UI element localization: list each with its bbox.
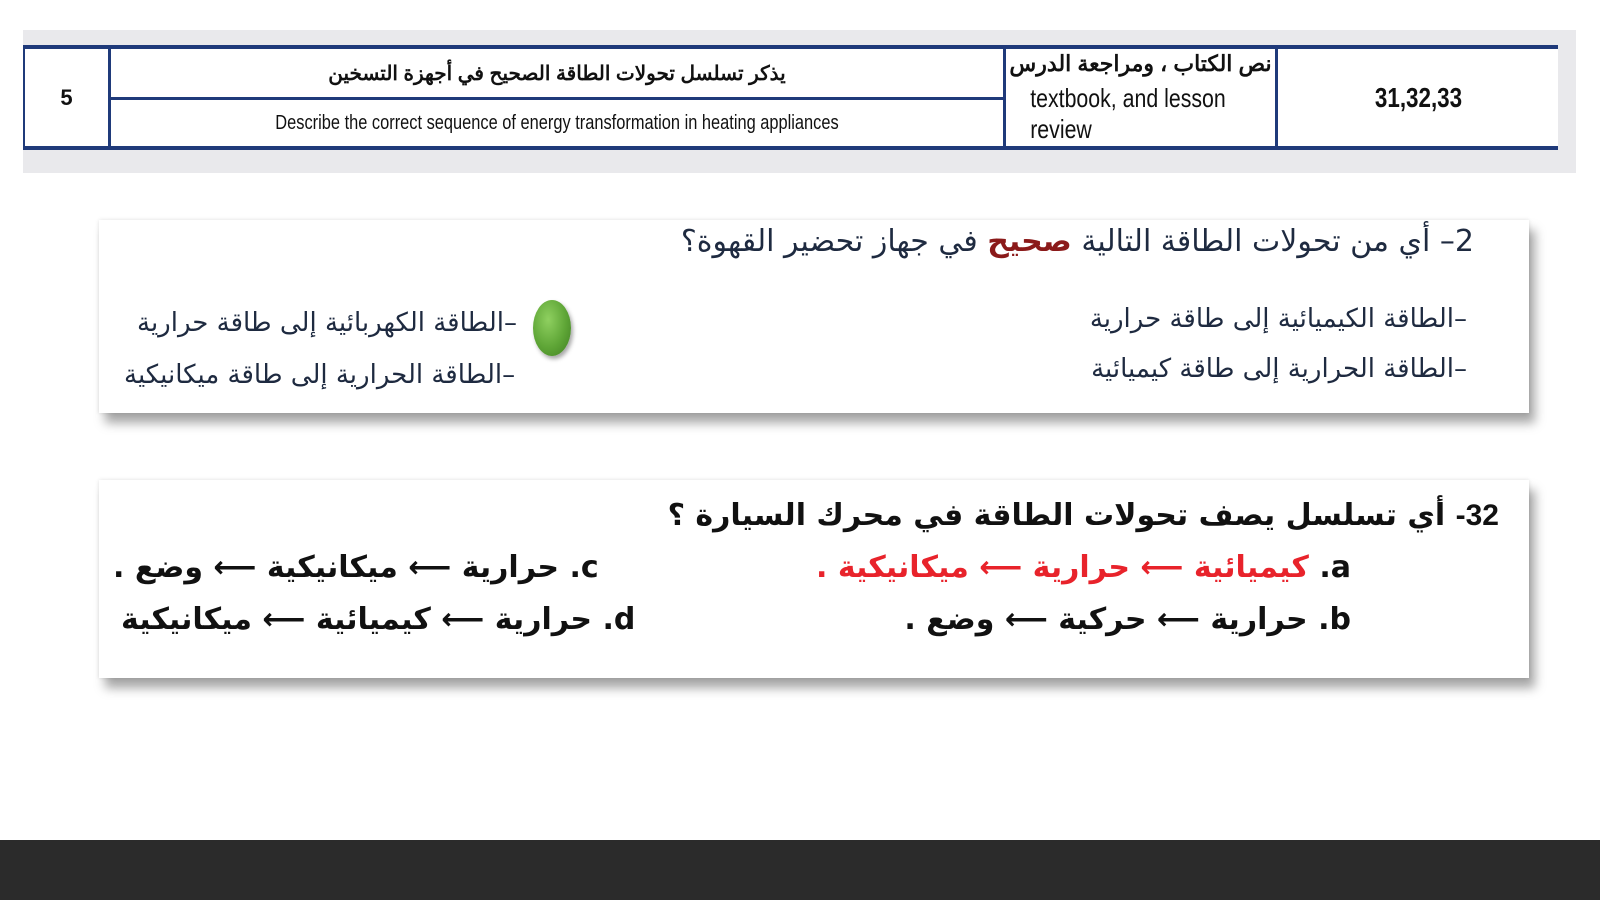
source-cell bbox=[1003, 49, 1275, 146]
option-b-letter: b. bbox=[1318, 602, 1351, 637]
source-english: textbook, and lesson review bbox=[1030, 82, 1226, 144]
objectives-table bbox=[23, 45, 1558, 150]
option-d-letter: d. bbox=[602, 602, 636, 637]
question-32-number: 32- bbox=[1455, 499, 1499, 532]
question-32-option-d[interactable] bbox=[121, 602, 635, 637]
question-32-option-c[interactable] bbox=[113, 550, 599, 585]
question-2-stem-before: أي من تحولات الطاقة التالية bbox=[1081, 224, 1431, 259]
question-32-option-a[interactable] bbox=[816, 550, 1351, 585]
question-2-stem-after: في جهاز تحضير القهوة؟ bbox=[680, 224, 978, 259]
objective-cell bbox=[108, 49, 1003, 146]
page-numbers: 31,32,33 bbox=[1374, 81, 1462, 113]
pages-cell bbox=[1275, 49, 1558, 146]
item-number-cell bbox=[23, 49, 108, 146]
question-2-option-1[interactable]: –الطاقة الكيميائية إلى طاقة حرارية bbox=[1089, 304, 1467, 334]
question-2-card bbox=[99, 220, 1529, 413]
question-32-option-b[interactable] bbox=[904, 602, 1351, 637]
objective-english: Describe the correct sequence of energy transformation in heating appliances bbox=[275, 111, 839, 134]
option-d-text: حرارية ⟵ كيميائية ⟵ ميكانيكية bbox=[121, 602, 593, 637]
bottom-bar bbox=[0, 840, 1600, 900]
option-b-text: حرارية ⟵ حركية ⟵ وضع . bbox=[904, 602, 1308, 637]
option-a-letter: a. bbox=[1319, 550, 1351, 585]
question-2-option-4[interactable]: –الطاقة الحرارية إلى طاقة ميكانيكية bbox=[124, 360, 516, 390]
question-2-option-3[interactable]: –الطاقة الكهربائية إلى طاقة حرارية bbox=[137, 308, 518, 338]
option-c-letter: c. bbox=[569, 550, 599, 585]
question-32-stem: أي تسلسل يصف تحولات الطاقة في محرك السيارة ؟ bbox=[667, 498, 1446, 533]
question-2-stem bbox=[681, 224, 1474, 259]
option-a-text: كيميائية ⟵ حرارية ⟵ ميكانيكية . bbox=[816, 550, 1309, 585]
objective-arabic: يذكر تسلسل تحولات الطاقة الصحيح في أجهزة التسخين bbox=[111, 49, 1003, 100]
item-number: 5 bbox=[60, 84, 73, 110]
correct-answer-marker-icon bbox=[533, 300, 571, 356]
source-arabic: نص الكتاب ، ومراجعة الدرس bbox=[1009, 50, 1272, 76]
question-32-card bbox=[99, 480, 1529, 678]
question-2-stem-highlight: صحيح bbox=[987, 224, 1072, 259]
question-2-option-2[interactable]: –الطاقة الحرارية إلى طاقة كيميائية bbox=[1091, 354, 1467, 384]
option-c-text: حرارية ⟵ ميكانيكية ⟵ وضع . bbox=[113, 550, 559, 585]
question-32-stem-line bbox=[668, 498, 1499, 533]
question-2-number: 2– bbox=[1439, 224, 1474, 259]
